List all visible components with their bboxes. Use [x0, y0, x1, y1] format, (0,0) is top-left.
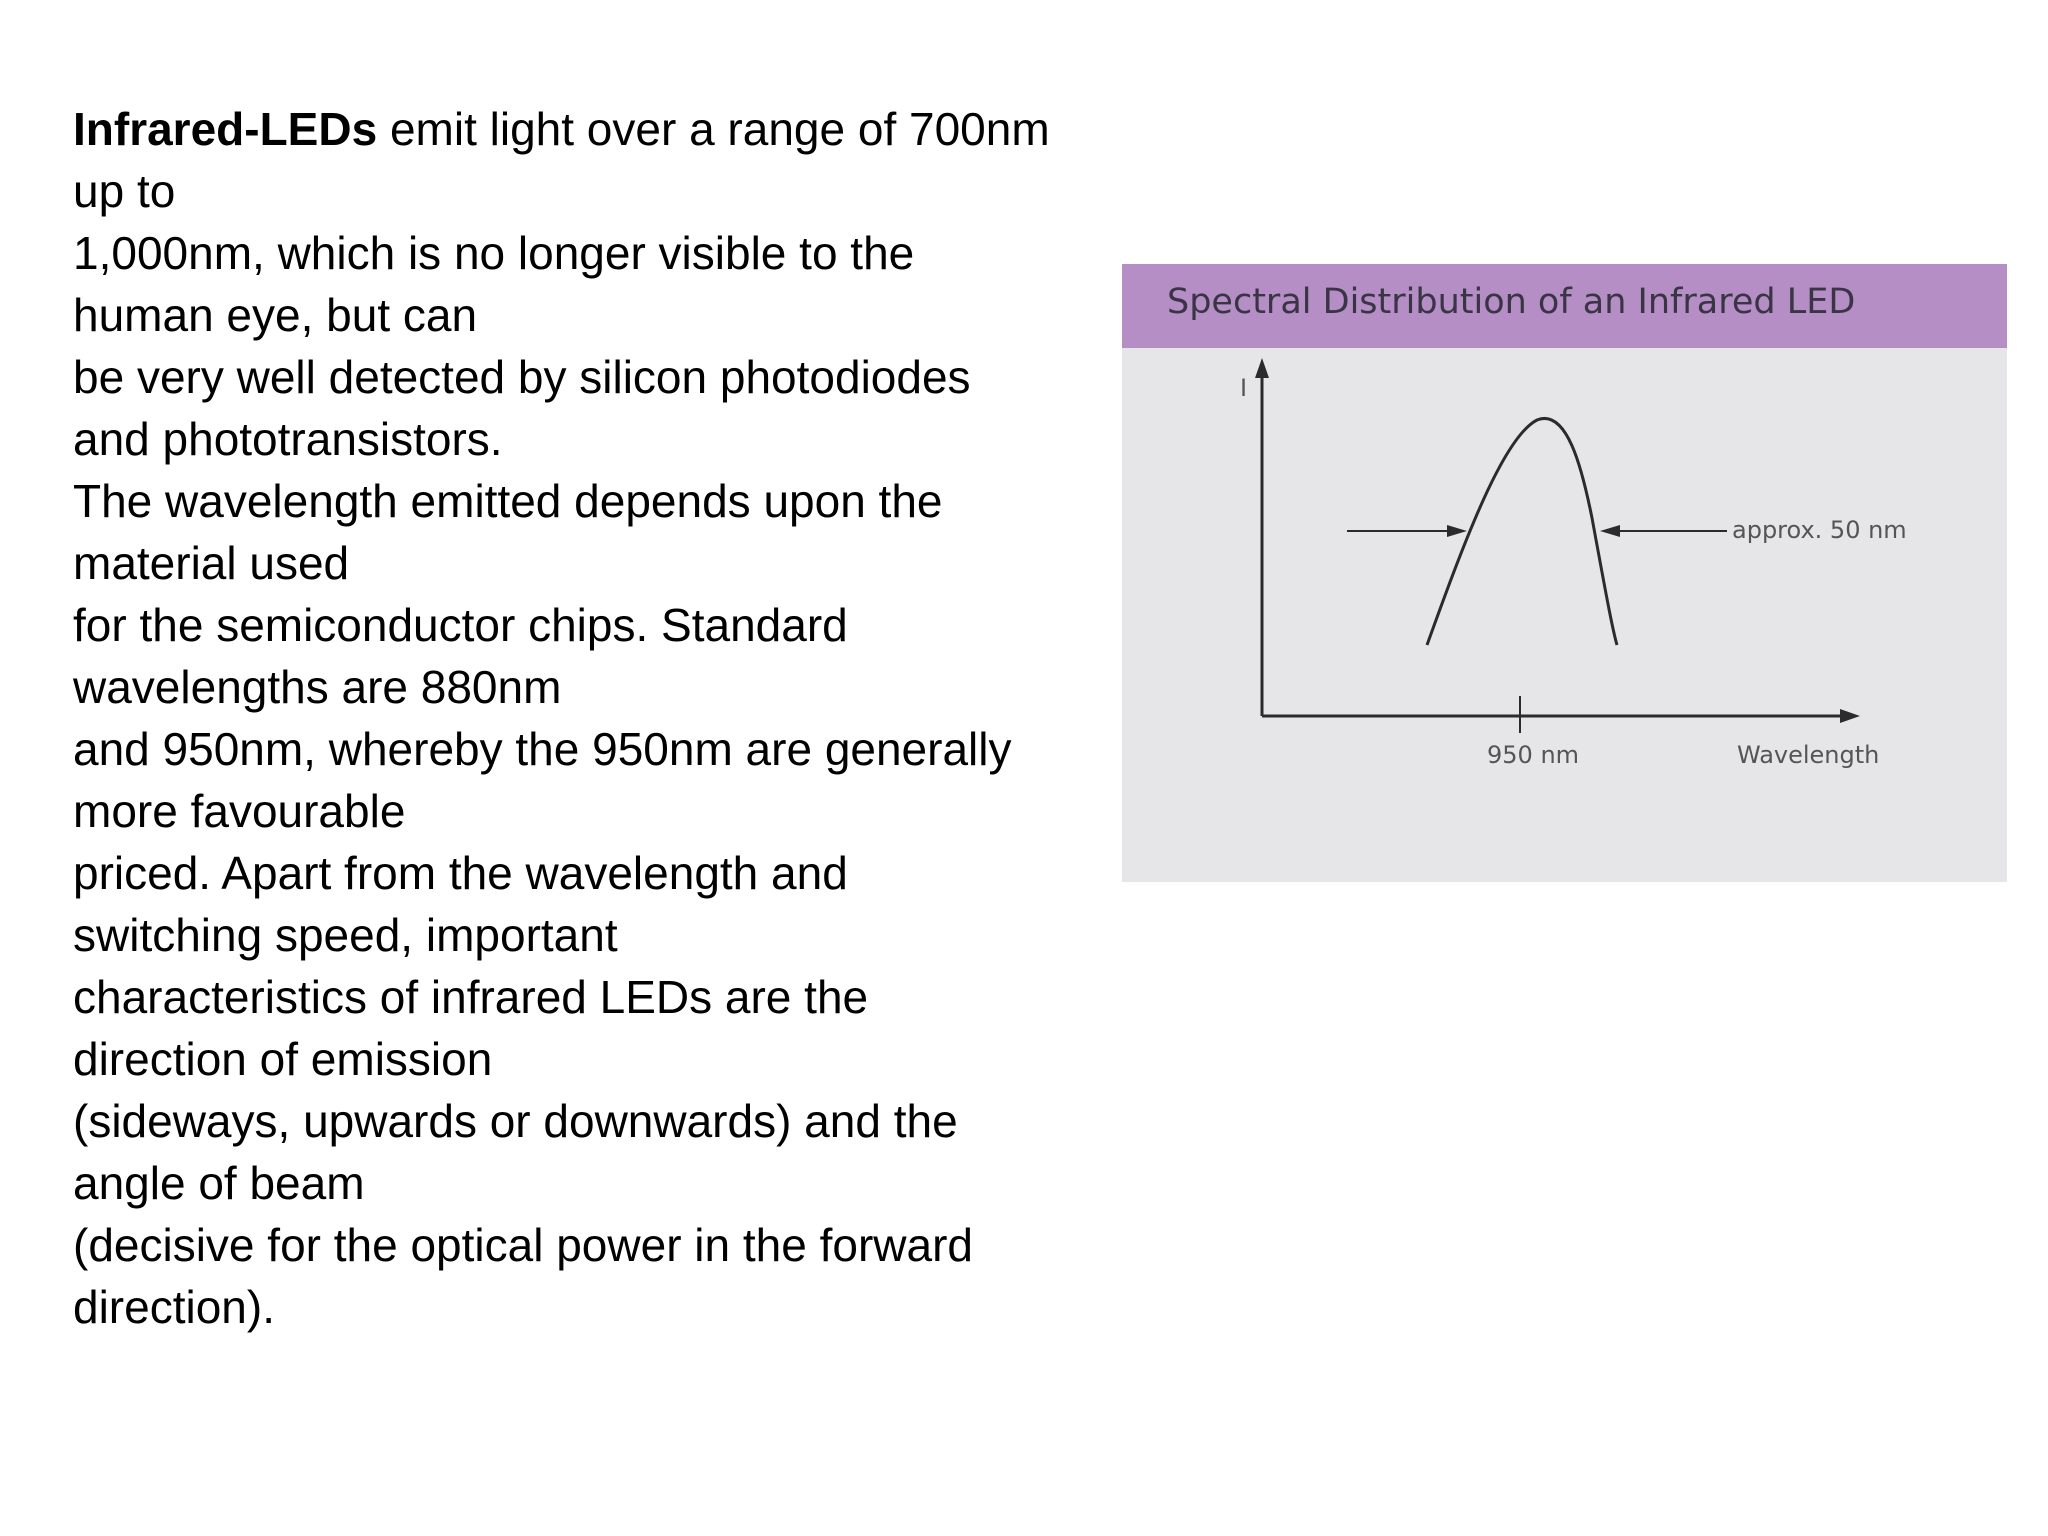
- width-arrow-left-head: [1447, 525, 1467, 537]
- spectral-figure: [1122, 264, 2007, 882]
- text-line-2: up to: [73, 165, 176, 217]
- x-axis-label: Wavelength: [1737, 741, 1880, 769]
- width-annotation: approx. 50 nm: [1732, 516, 1907, 544]
- peak-label: 950 nm: [1487, 741, 1580, 769]
- text-line-10: wavelengths are 880nm: [73, 661, 562, 713]
- y-axis-arrow: [1255, 358, 1269, 378]
- text-line-14: switching speed, important: [73, 909, 618, 961]
- text-line-1: Infrared-LEDs emit light over a range of 700nm: [73, 103, 1050, 155]
- text-line-18: angle of beam: [73, 1157, 365, 1209]
- text-line-3: 1,000nm, which is no longer visible to the: [73, 227, 915, 279]
- text-line-6: and phototransistors.: [73, 413, 503, 465]
- text-line-17: (sideways, upwards or downwards) and the: [73, 1095, 958, 1147]
- text-line-16: direction of emission: [73, 1033, 493, 1085]
- figure-title: Spectral Distribution of an Infrared LED: [1167, 282, 1856, 322]
- y-axis-label: I: [1240, 374, 1248, 402]
- text-line-15: characteristics of infrared LEDs are the: [73, 971, 869, 1023]
- text-line-11: and 950nm, whereby the 950nm are generally: [73, 723, 1012, 775]
- text-line-19: (decisive for the optical power in the forward: [73, 1219, 973, 1271]
- width-arrow-right-head: [1600, 525, 1620, 537]
- spectrum-diagram: [1122, 348, 2007, 882]
- text-line-9: for the semiconductor chips. Standard: [73, 599, 848, 651]
- text-line-4: human eye, but can: [73, 289, 478, 341]
- x-axis-arrow: [1840, 709, 1860, 723]
- text-line-8: material used: [73, 537, 350, 589]
- figure-header: [1122, 264, 2007, 348]
- text-line-7: The wavelength emitted depends upon the: [73, 475, 943, 527]
- text-line-13: priced. Apart from the wavelength and: [73, 847, 848, 899]
- text-line-12: more favourable: [73, 785, 406, 837]
- body-text: [73, 98, 1083, 1338]
- text-line-20: direction).: [73, 1281, 275, 1333]
- lead-term: Infrared-LEDs: [73, 103, 378, 155]
- text-line-5: be very well detected by silicon photodiodes: [73, 351, 971, 403]
